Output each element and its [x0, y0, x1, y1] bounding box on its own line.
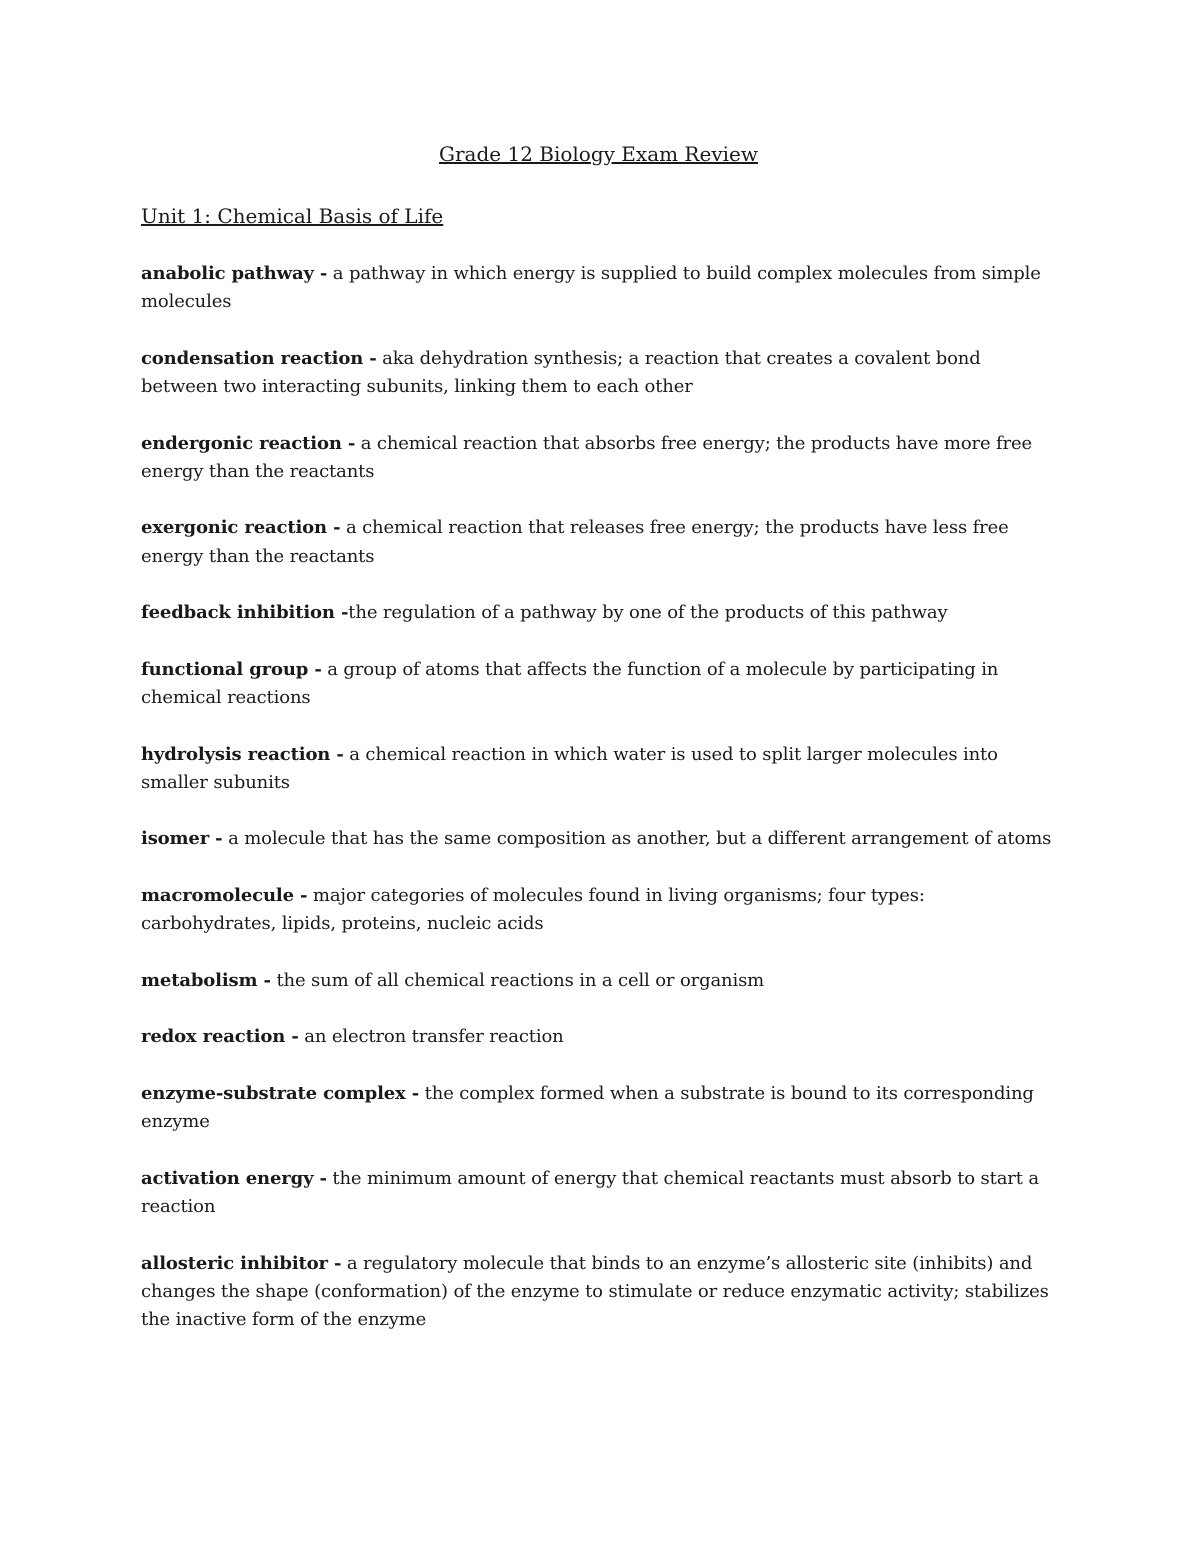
glossary-term: feedback inhibition -	[141, 602, 349, 624]
glossary-term: isomer -	[141, 828, 223, 850]
glossary-term: anabolic pathway -	[141, 263, 328, 284]
glossary-term: redox reaction -	[141, 1026, 299, 1048]
glossary-definition: a chemical reaction in which water is used to split larger molecules into smaller subunits	[141, 743, 998, 793]
glossary-definition: a molecule that has the same composition as another, but a different arrangement of atoms	[222, 828, 1052, 850]
glossary-term: functional group -	[141, 658, 322, 680]
glossary-definition: the regulation of a pathway by one of the products of this pathway	[348, 602, 948, 624]
glossary-entry-exergonic-reaction	[141, 514, 1056, 570]
glossary-definition: a regulatory molecule that binds to an enzyme’s allosteric site (inhibits) and changes the shape (conformation) of the enzyme to stimulate or reduce enzymatic activity; stabilizes the inactive form of the enzyme	[141, 1252, 1049, 1330]
glossary-entry-redox-reaction	[141, 1023, 1056, 1051]
glossary-entry-activation-energy	[141, 1165, 1056, 1221]
glossary-term: macromolecule -	[141, 884, 308, 906]
glossary-term: enzyme-substrate complex -	[141, 1082, 420, 1104]
glossary-entry-feedback-inhibition	[141, 599, 1056, 627]
glossary-entry-enzyme-substrate-complex	[141, 1080, 1056, 1136]
glossary-definition: the minimum amount of energy that chemical reactants must absorb to start a reaction	[141, 1167, 1039, 1217]
glossary-definition: an electron transfer reaction	[298, 1026, 564, 1048]
glossary-entry-condensation-reaction	[141, 345, 1056, 401]
glossary-definition: major categories of molecules found in living organisms; four types: carbohydrates, lipids, proteins, nucleic acids	[141, 884, 925, 935]
glossary-list	[141, 260, 1056, 1334]
glossary-definition: aka dehydration synthesis; a reaction that creates a covalent bond between two interacting subunits, linking them to each other	[141, 347, 981, 397]
glossary-definition: a pathway in which energy is supplied to build complex molecules from simple molecules	[141, 263, 1041, 313]
glossary-term: hydrolysis reaction -	[141, 743, 344, 765]
glossary-entry-macromolecule	[141, 882, 1056, 938]
document-page	[141, 138, 1056, 1363]
glossary-entry-endergonic-reaction	[141, 430, 1056, 486]
glossary-term: condensation reaction -	[141, 347, 377, 369]
glossary-entry-functional-group	[141, 656, 1056, 712]
glossary-entry-hydrolysis-reaction	[141, 741, 1056, 797]
glossary-definition: the complex formed when a substrate is bound to its corresponding enzyme	[141, 1082, 1034, 1133]
glossary-entry-allosteric-inhibitor	[141, 1250, 1056, 1335]
glossary-term: exergonic reaction -	[141, 517, 341, 539]
glossary-definition: a chemical reaction that releases free energy; the products have less free energy than the reactants	[141, 517, 1009, 567]
glossary-entry-anabolic-pathway	[141, 260, 1056, 316]
glossary-term: metabolism -	[141, 969, 271, 991]
glossary-term: activation energy -	[141, 1167, 327, 1189]
glossary-entry-metabolism	[141, 967, 1056, 995]
glossary-term: allosteric inhibitor -	[141, 1252, 342, 1274]
glossary-definition: a chemical reaction that absorbs free energy; the products have more free energy than the reactants	[141, 432, 1033, 482]
unit-heading: Unit 1: Chemical Basis of Life	[141, 204, 444, 228]
glossary-term: endergonic reaction -	[141, 432, 356, 454]
document-title: Grade 12 Biology Exam Review	[439, 142, 758, 166]
glossary-entry-isomer	[141, 825, 1056, 853]
glossary-definition: a group of atoms that affects the function of a molecule by participating in chemical reactions	[141, 658, 999, 708]
glossary-definition: the sum of all chemical reactions in a cell or organism	[270, 969, 765, 991]
